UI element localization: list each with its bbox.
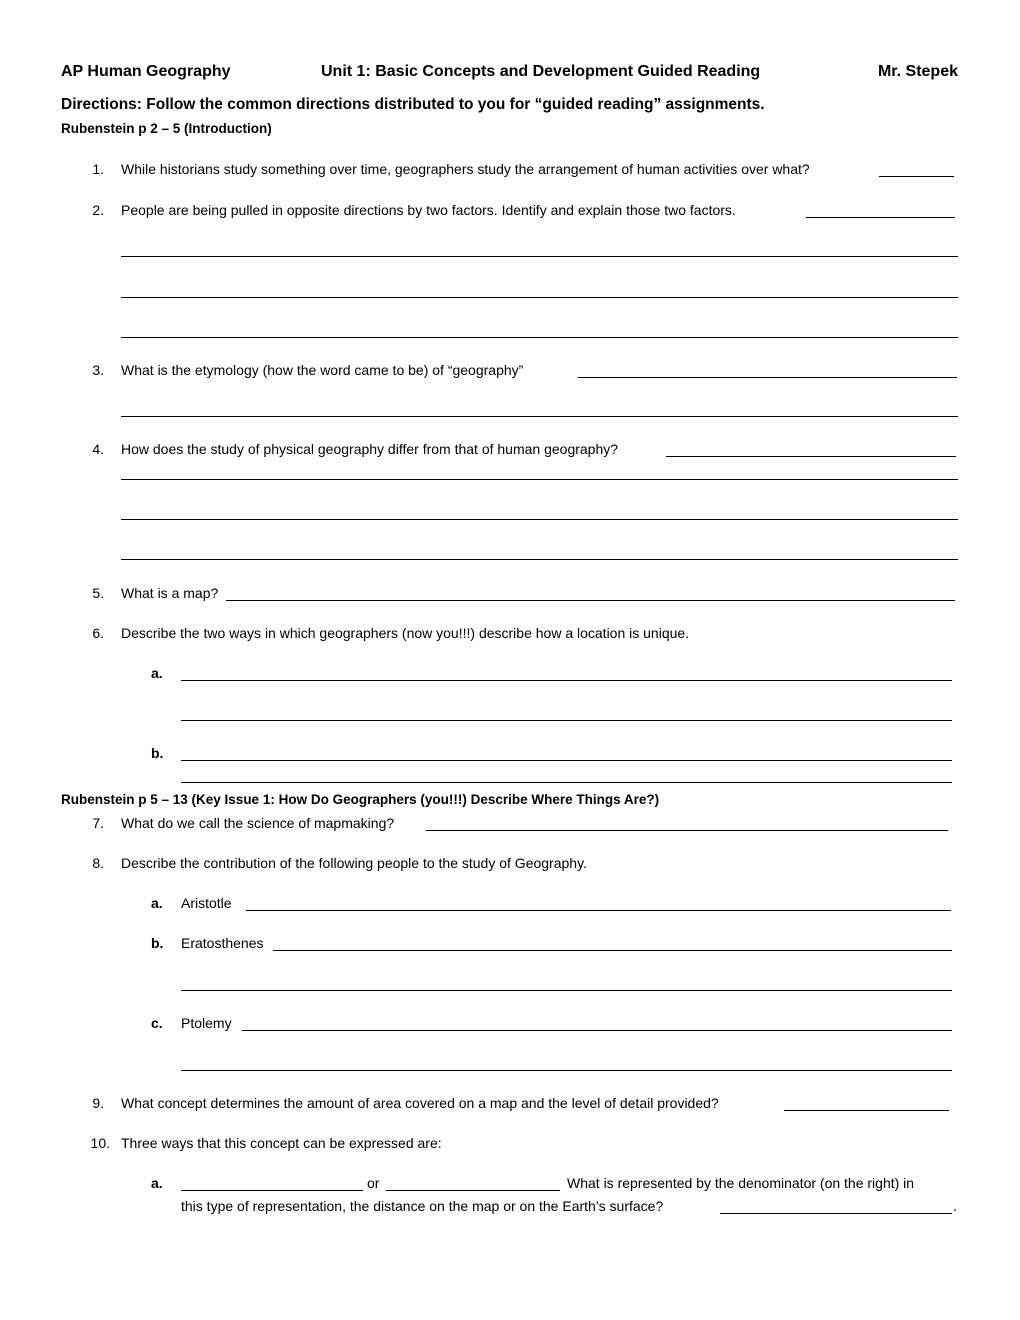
answer-blank[interactable] [784, 1110, 949, 1111]
period: . [953, 1198, 957, 1214]
teacher-name: Mr. Stepek [877, 63, 958, 80]
answer-line[interactable] [121, 256, 958, 257]
sub-item-letter: a. [151, 895, 163, 911]
answer-blank[interactable] [806, 217, 955, 218]
or-text: or [367, 1175, 380, 1191]
question-text: How does the study of physical geography differ from that of human geography? [121, 441, 619, 457]
answer-blank[interactable] [242, 1030, 952, 1031]
question-text: What is the etymology (how the word came to be) of “geography” [121, 362, 524, 378]
question-text: Describe the contribution of the following people to the study of Geography. [121, 855, 587, 871]
question-number: 9. [92, 1095, 104, 1111]
question-text: While historians study something over time, geographers study the arrangement of human activities over what? [121, 161, 810, 177]
question-text: People are being pulled in opposite directions by two factors. Identify and explain those two factors. [121, 202, 736, 218]
question-text: What do we call the science of mapmaking? [121, 815, 395, 831]
answer-line[interactable] [121, 479, 958, 480]
answer-line[interactable] [181, 990, 952, 991]
answer-blank[interactable] [720, 1213, 952, 1214]
answer-blank[interactable] [181, 1190, 363, 1191]
answer-blank[interactable] [578, 377, 957, 378]
question-number: 1. [92, 161, 104, 177]
answer-line[interactable] [121, 297, 958, 298]
answer-line[interactable] [121, 337, 958, 338]
question-text: Describe the two ways in which geographers (now you!!!) describe how a location is unique. [121, 625, 690, 641]
unit-title: Unit 1: Basic Concepts and Development Guided Reading [321, 63, 761, 80]
answer-blank[interactable] [426, 830, 948, 831]
answer-line[interactable] [181, 1070, 952, 1071]
answer-blank[interactable] [879, 176, 954, 177]
sub-item-letter: b. [151, 935, 164, 951]
answer-blank[interactable] [246, 910, 951, 911]
answer-blank[interactable] [181, 680, 952, 681]
sub-item-letter: b. [151, 745, 164, 761]
answer-blank[interactable] [226, 600, 955, 601]
person-ptolemy: Ptolemy [181, 1015, 232, 1031]
answer-blank[interactable] [273, 950, 952, 951]
question-number: 5. [92, 585, 104, 601]
question-number: 4. [92, 441, 104, 457]
answer-line[interactable] [121, 519, 958, 520]
question-number: 6. [92, 625, 104, 641]
answer-line[interactable] [181, 720, 952, 721]
question-text: What is a map? [121, 585, 219, 601]
question-number: 8. [92, 855, 104, 871]
section-heading-intro: Rubenstein p 2 – 5 (Introduction) [61, 121, 272, 136]
section-heading-key-issue-1: Rubenstein p 5 – 13 (Key Issue 1: How Do Geographers (you!!!) Describe Where Things Are?) [61, 792, 660, 807]
sub-item-letter: a. [151, 1175, 163, 1191]
question-text: What is represented by the denominator (on the right) in [567, 1175, 915, 1191]
question-number: 2. [92, 202, 104, 218]
person-eratosthenes: Eratosthenes [181, 935, 264, 951]
directions: Directions: Follow the common directions distributed to you for “guided reading” assignments. [61, 96, 765, 113]
answer-line[interactable] [181, 782, 952, 783]
question-text: Three ways that this concept can be expressed are: [121, 1135, 442, 1151]
answer-blank[interactable] [386, 1190, 560, 1191]
question-number: 7. [92, 815, 104, 831]
question-number: 10. [90, 1135, 110, 1151]
answer-line[interactable] [121, 416, 958, 417]
answer-blank[interactable] [181, 760, 952, 761]
question-text: this type of representation, the distance on the map or on the Earth’s surface? [181, 1198, 664, 1214]
sub-item-letter: a. [151, 665, 163, 681]
course-title: AP Human Geography [61, 63, 231, 80]
answer-blank[interactable] [666, 456, 956, 457]
person-aristotle: Aristotle [181, 895, 232, 911]
sub-item-letter: c. [151, 1015, 163, 1031]
answer-line[interactable] [121, 559, 958, 560]
question-text: What concept determines the amount of area covered on a map and the level of detail provided? [121, 1095, 719, 1111]
question-number: 3. [92, 362, 104, 378]
